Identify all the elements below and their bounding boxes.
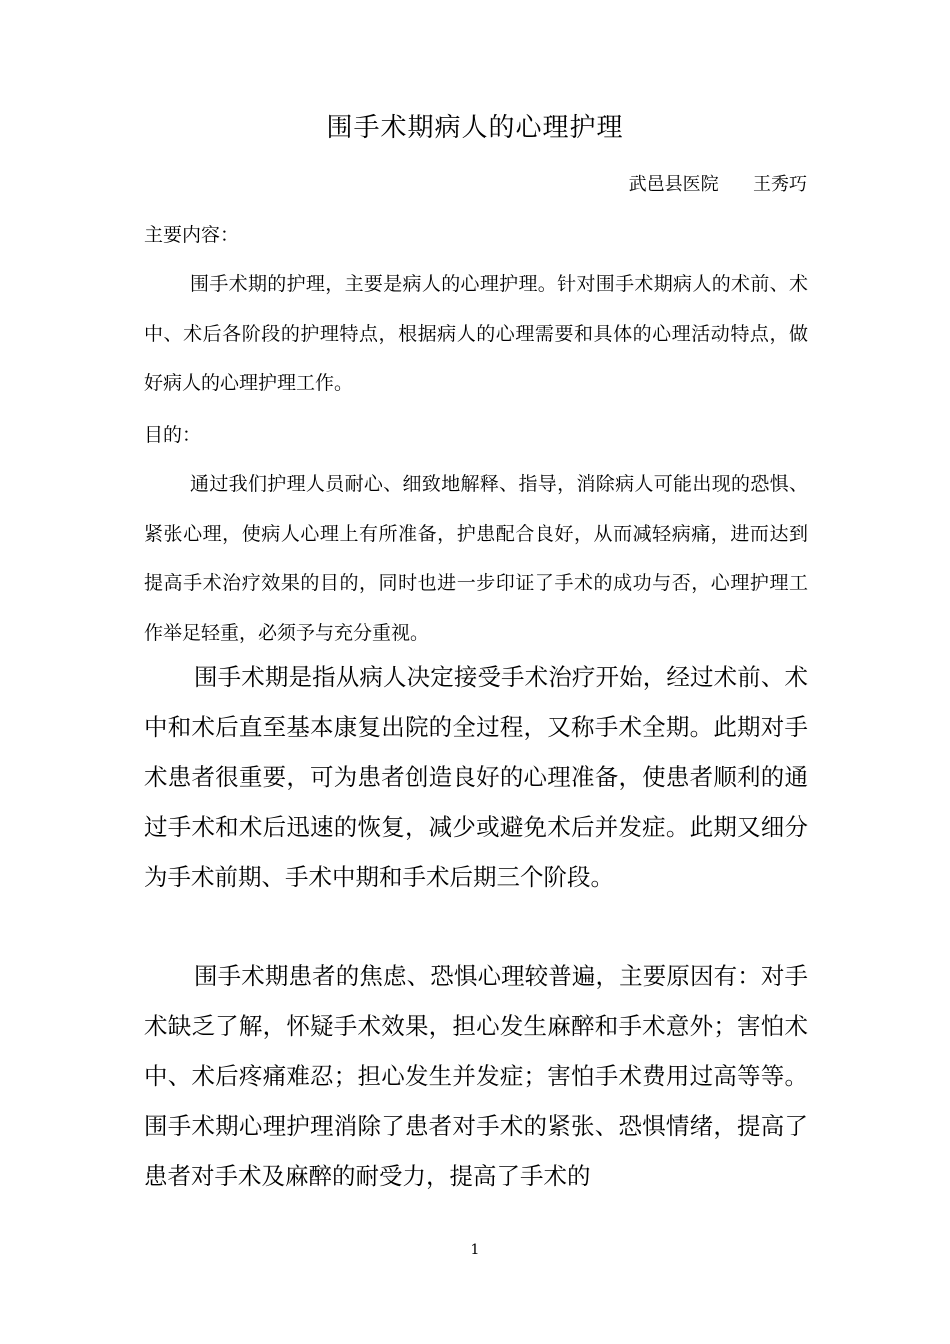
author-line: 武邑县医院 王秀巧 [628, 174, 807, 195]
body-paragraph-definition: 围手术期是指从病人决定接受手术治疗开始，经过术前、术中和术后直至基本康复出院的全过程，又称手术全期。此期对手术患者很重要，可为患者创造良好的心理准备，使患者顺利的通过手术和术后迅速的恢复，减少或避免术后并发症。此期又细分为手术前期、手术中期和手术后期三个阶段。 [144, 663, 808, 891]
section-heading-purpose: 目的： [144, 424, 202, 446]
document-title: 围手术期病人的心理护理 [326, 113, 624, 143]
page-number: 1 [470, 1242, 480, 1258]
main-content-paragraph: 围手术期的护理，主要是病人的心理护理。针对围手术期病人的术前、术中、术后各阶段的护理特点，根据病人的心理需要和具体的心理活动特点，做好病人的心理护理工作。 [144, 273, 808, 394]
body-paragraph-anxiety: 围手术期患者的焦虑、恐惧心理较普遍，主要原因有：对手术缺乏了解，怀疑手术效果，担心发生麻醉和手术意外；害怕术中、术后疼痛难忍；担心发生并发症；害怕手术费用过高等等。围手术期心理护理消除了患者对手术的紧张、恐惧情绪，提高了患者对手术及麻醉的耐受力，提高了手术的 [144, 962, 808, 1190]
section-heading-main-content: 主要内容： [144, 224, 240, 246]
purpose-paragraph: 通过我们护理人员耐心、细致地解释、指导，消除病人可能出现的恐惧、紧张心理，使病人心理上有所准备，护患配合良好，从而减轻病痛，进而达到提高手术治疗效果的目的，同时也进一步印证了手术的成功与否，心理护理工作举足轻重，必须予与充分重视。 [144, 473, 808, 644]
